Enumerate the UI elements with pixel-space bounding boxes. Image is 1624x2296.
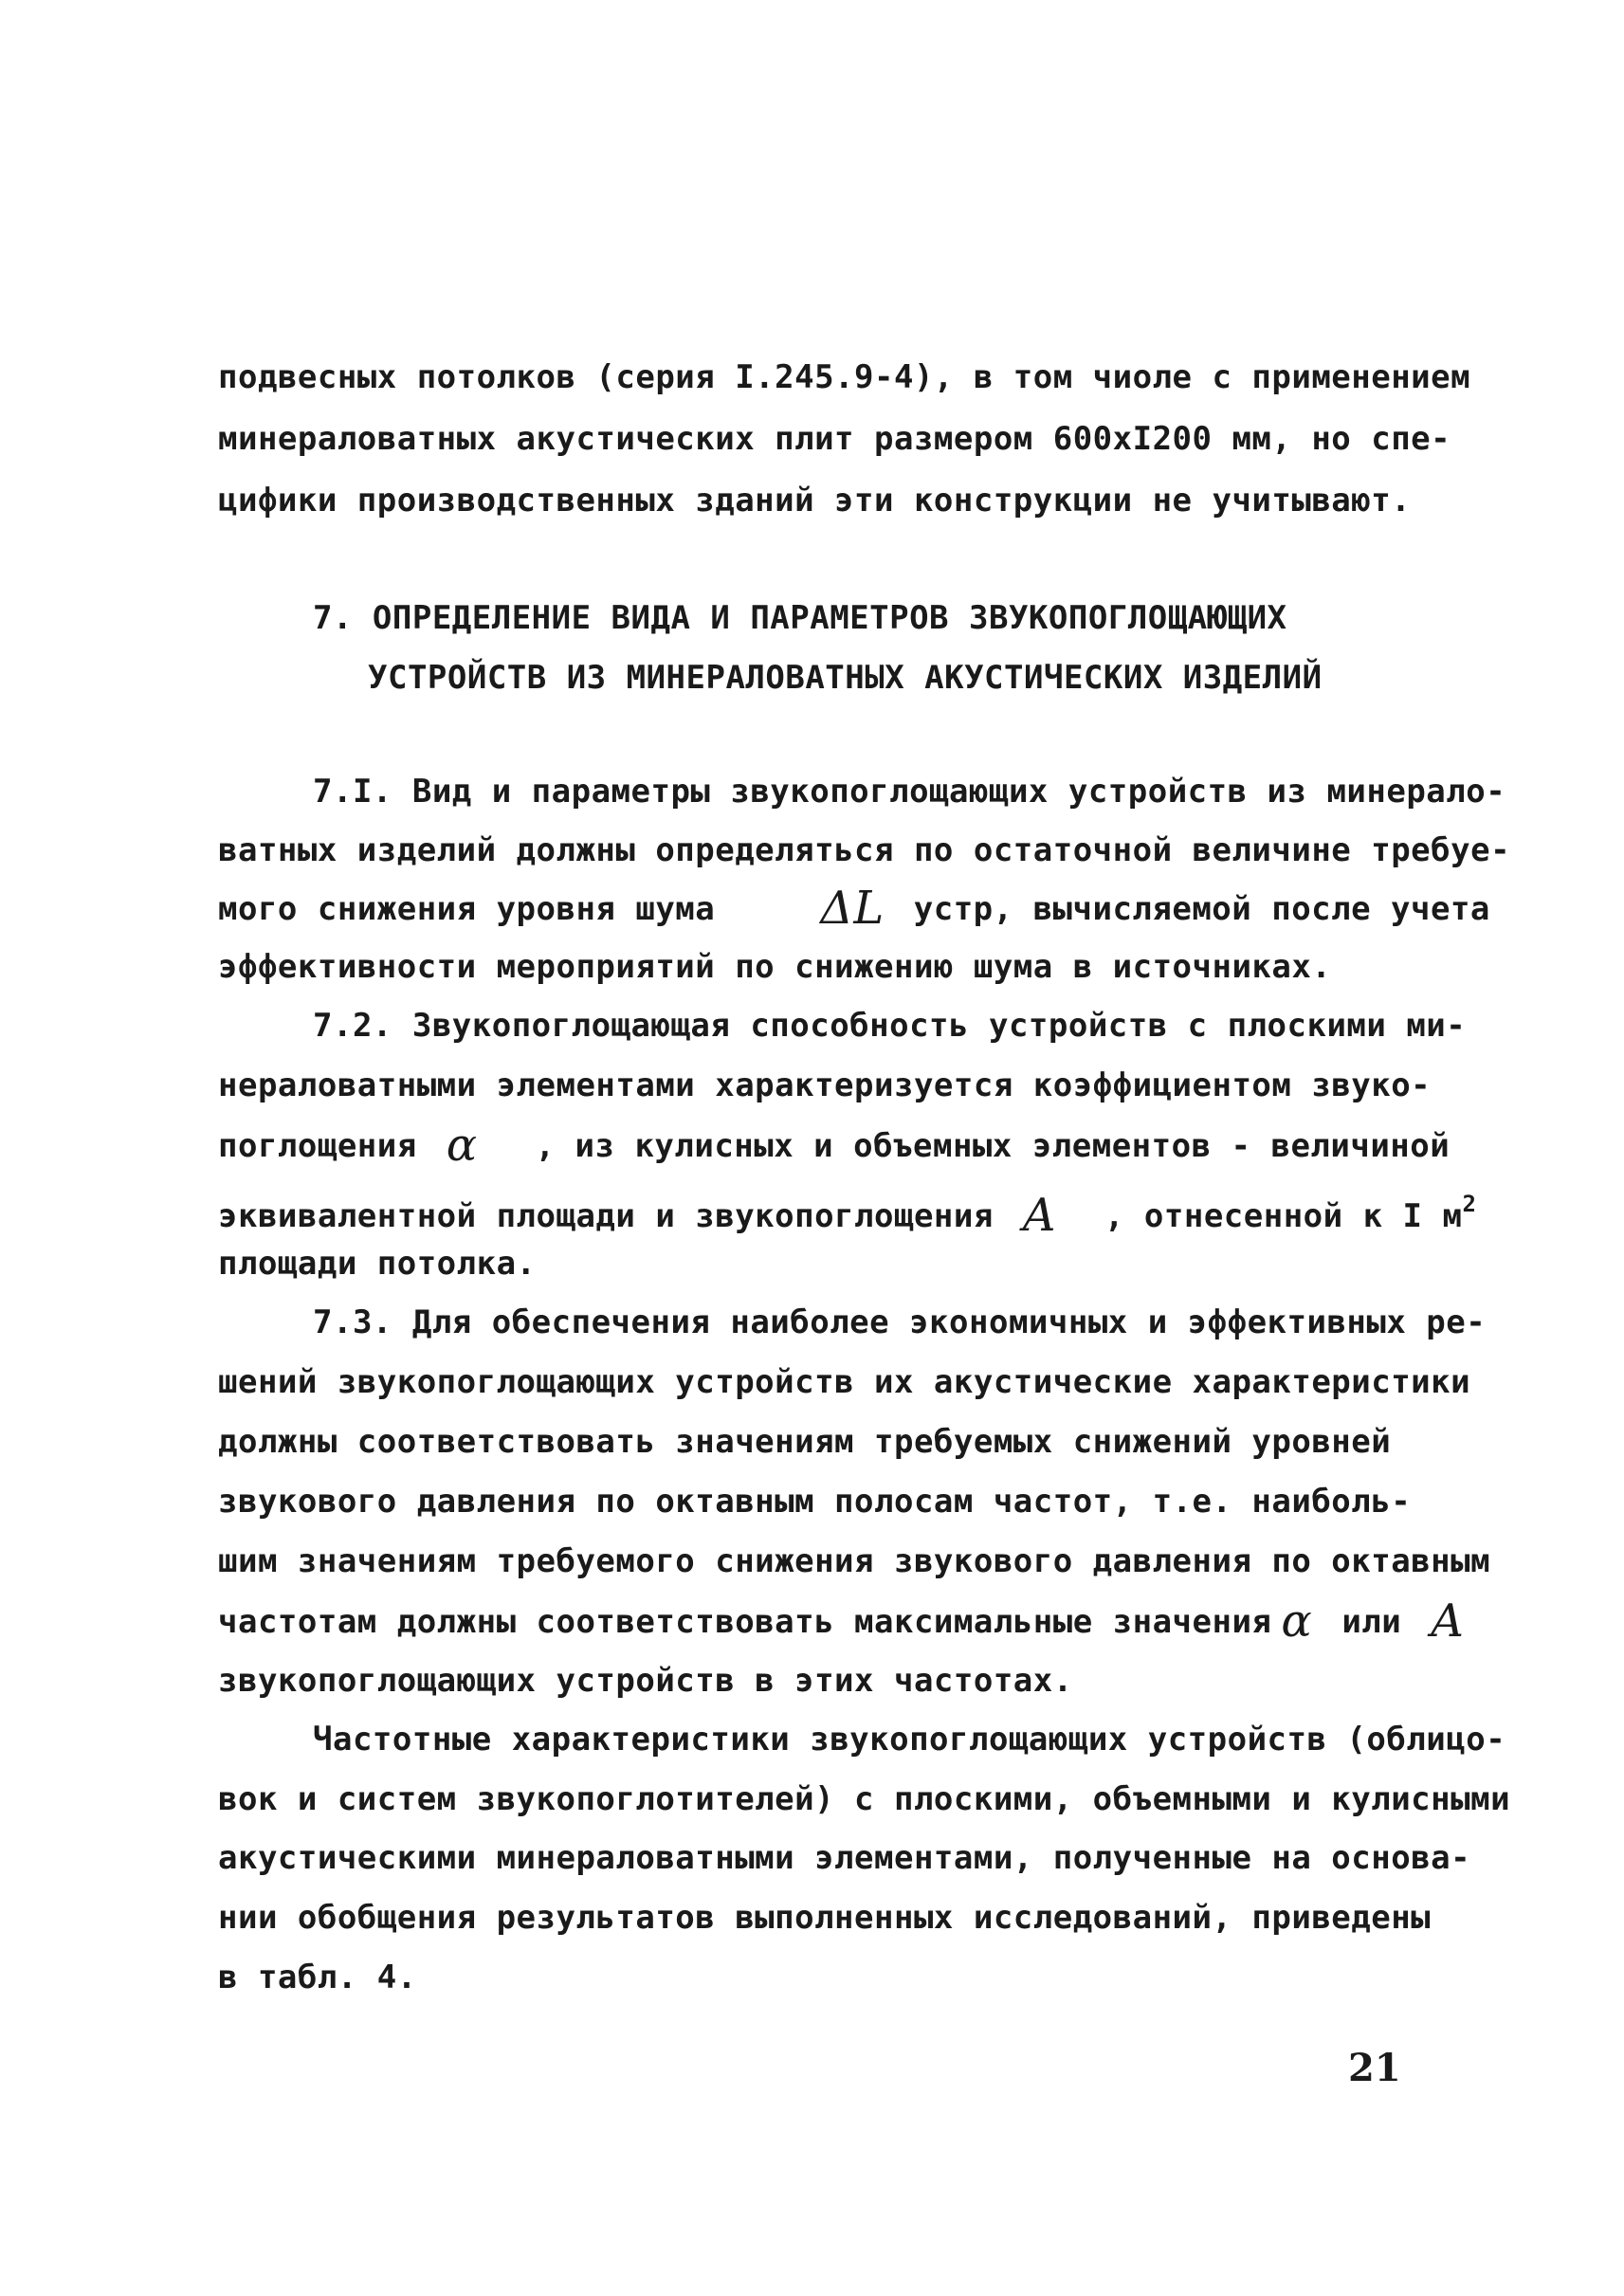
p74-line-4: нии обобщения результатов выполненных исследований, приведены <box>218 1899 1432 1937</box>
p71-line-3 <box>218 882 1490 935</box>
section-title-line-1: 7. ОПРЕДЕЛЕНИЕ ВИДА И ПАРАМЕТРОВ ЗВУКОПОГЛОЩАЮЩИХ <box>313 599 1287 637</box>
p72-line-3-end: , из кулисных и объемных элементов - величиной <box>535 1127 1451 1165</box>
p72-line-3-start: поглощения <box>218 1127 417 1165</box>
p72-line-4-end: , отнесенной к I м <box>1104 1197 1463 1235</box>
delta-l-symbol: ΔL <box>820 882 885 935</box>
p74-line-5: в табл. 4. <box>218 1959 417 1996</box>
p73-line-6-start: частотам должны соответствовать максимальные значения <box>218 1603 1272 1641</box>
p71-line-4: эффективности мероприятий по снижению шума в источниках. <box>218 948 1332 986</box>
alpha-symbol: α <box>446 1119 478 1172</box>
p73-line-6 <box>218 1594 1473 1648</box>
p74-line-2: вок и систем звукопоглотителей) с плоскими, объемными и кулисными <box>218 1780 1511 1818</box>
p71-line-3-start: мого снижения уровня шума <box>218 890 716 928</box>
p71-line-1: 7.I. Вид и параметры звукопоглощающих устройств из минерало- <box>313 773 1506 811</box>
p72-line-2: нераловатными элементами характеризуется коэффициентом звуко- <box>218 1066 1432 1104</box>
p73-line-3: должны соответствовать значениям требуемых снижений уровней <box>218 1423 1392 1461</box>
p72-line-1: 7.2. Звукопоглощающая способность устройств с плоскими ми- <box>313 1007 1467 1045</box>
p72-line-4-start: эквивалентной площади и звукопоглощения <box>218 1197 994 1235</box>
p74-line-3: акустическими минераловатными элементами, полученные на основа- <box>218 1839 1471 1877</box>
intro-line-1: подвесных потолков (серия I.245.9-4), в том чиоле с применением <box>218 358 1471 396</box>
p73-line-5: шим значениям требуемого снижения звукового давления по октавным <box>218 1542 1491 1580</box>
section-title-line-2: УСТРОЙСТВ ИЗ МИНЕРАЛОВАТНЫХ АКУСТИЧЕСКИХ ИЗДЕЛИЙ <box>368 659 1323 697</box>
p74-line-1: Частотные характеристики звукопоглощающих устройств (облицо- <box>313 1721 1506 1758</box>
p73-line-7: звукопоглощающих устройств в этих частотах. <box>218 1662 1073 1700</box>
p71-line-2: ватных изделий должны определяться по остаточной величине требуе- <box>218 831 1511 869</box>
a-symbol: A <box>1022 1189 1056 1242</box>
page-number: 21 <box>1348 2046 1401 2090</box>
intro-line-2: минераловатных акустических плит размером 600хI200 мм, но спе- <box>218 420 1451 458</box>
superscript-2: 2 <box>1462 1191 1477 1217</box>
p73-line-2: шений звукопоглощающих устройств их акустические характеристики <box>218 1363 1471 1401</box>
p72-line-5: площади потолка. <box>218 1245 537 1283</box>
p73-line-1: 7.3. Для обеспечения наиболее экономичных и эффективных ре- <box>313 1303 1487 1341</box>
p73-line-6-or: или <box>1341 1603 1402 1641</box>
p72-line-3 <box>218 1119 1451 1172</box>
p72-line-4 <box>218 1185 1477 1242</box>
intro-line-3: цифики производственных зданий эти конструкции не учитывают. <box>218 482 1412 519</box>
a-symbol-2: A <box>1431 1594 1465 1648</box>
p73-line-4: звукового давления по октавным полосам частот, т.е. наиболь- <box>218 1483 1412 1521</box>
p71-line-3-end: устр, вычисляемой после учета <box>913 890 1490 928</box>
alpha-symbol-2: α <box>1281 1594 1313 1648</box>
